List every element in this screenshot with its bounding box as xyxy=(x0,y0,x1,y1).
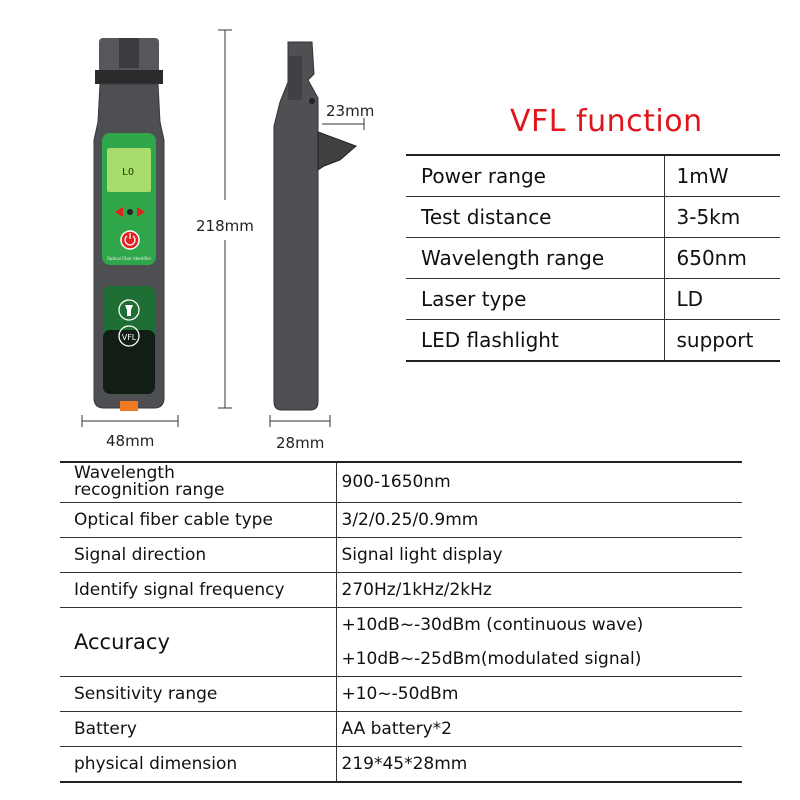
vfl-row xyxy=(406,197,780,238)
vfl-button-label: VFL xyxy=(121,333,137,342)
spec-row-value: AA battery*2 xyxy=(336,711,742,746)
vfl-row-value: support xyxy=(664,320,780,362)
spec-value-line: +10dB~-30dBm (continuous wave) xyxy=(341,614,644,635)
spec-row xyxy=(60,572,742,607)
spec-row-value: 900-1650nm xyxy=(336,462,742,502)
spec-row-value xyxy=(336,607,742,676)
spec-label-line: Wavelength xyxy=(74,463,175,484)
device-brand-text: Optical Fiber Identifier xyxy=(106,256,152,261)
width-dimension-label: 48mm xyxy=(106,432,155,450)
specifications-table xyxy=(60,461,742,783)
spec-row xyxy=(60,537,742,572)
spec-row-value: 219*45*28mm xyxy=(336,746,742,782)
vfl-row-value: LD xyxy=(664,279,780,320)
vfl-row-value: 1mW xyxy=(664,155,780,197)
spec-row xyxy=(60,746,742,782)
spec-row-label: Accuracy xyxy=(60,607,336,676)
vfl-row xyxy=(406,238,780,279)
vfl-row-label: Laser type xyxy=(406,279,664,320)
vfl-row-label: Test distance xyxy=(406,197,664,238)
height-dimension-label: 218mm xyxy=(196,217,254,235)
vfl-spec-table xyxy=(406,154,780,362)
spec-row-label: Battery xyxy=(60,711,336,746)
vfl-row-value: 650nm xyxy=(664,238,780,279)
spec-row-label: Sensitivity range xyxy=(60,676,336,711)
spec-row-value: +10~-50dBm xyxy=(336,676,742,711)
spec-row-label: physical dimension xyxy=(60,746,336,782)
spec-row-label: Identify signal frequency xyxy=(60,572,336,607)
vfl-row xyxy=(406,155,780,197)
vfl-row-label: LED flashlight xyxy=(406,320,664,362)
clip-dimension-label: 23mm xyxy=(326,102,375,120)
spec-row xyxy=(60,607,742,676)
vfl-function-title: VFL function xyxy=(510,104,703,139)
vfl-row xyxy=(406,320,780,362)
vfl-row-label: Wavelength range xyxy=(406,238,664,279)
depth-dimension-label: 28mm xyxy=(276,434,325,452)
device-lcd-text: LO xyxy=(122,167,135,178)
spec-label-line: recognition range xyxy=(74,480,225,501)
spec-row-value: 270Hz/1kHz/2kHz xyxy=(336,572,742,607)
spec-row xyxy=(60,462,742,502)
spec-row-value: Signal light display xyxy=(336,537,742,572)
spec-row-value: 3/2/0.25/0.9mm xyxy=(336,502,742,537)
spec-row xyxy=(60,502,742,537)
spec-row-label: Optical fiber cable type xyxy=(60,502,336,537)
vfl-row-label: Power range xyxy=(406,155,664,197)
vfl-row-value: 3-5km xyxy=(664,197,780,238)
spec-row xyxy=(60,676,742,711)
vfl-row xyxy=(406,279,780,320)
spec-row-label: Signal direction xyxy=(60,537,336,572)
spec-value-line: +10dB~-25dBm(modulated signal) xyxy=(341,648,642,669)
spec-row-label xyxy=(60,462,336,502)
spec-row xyxy=(60,711,742,746)
